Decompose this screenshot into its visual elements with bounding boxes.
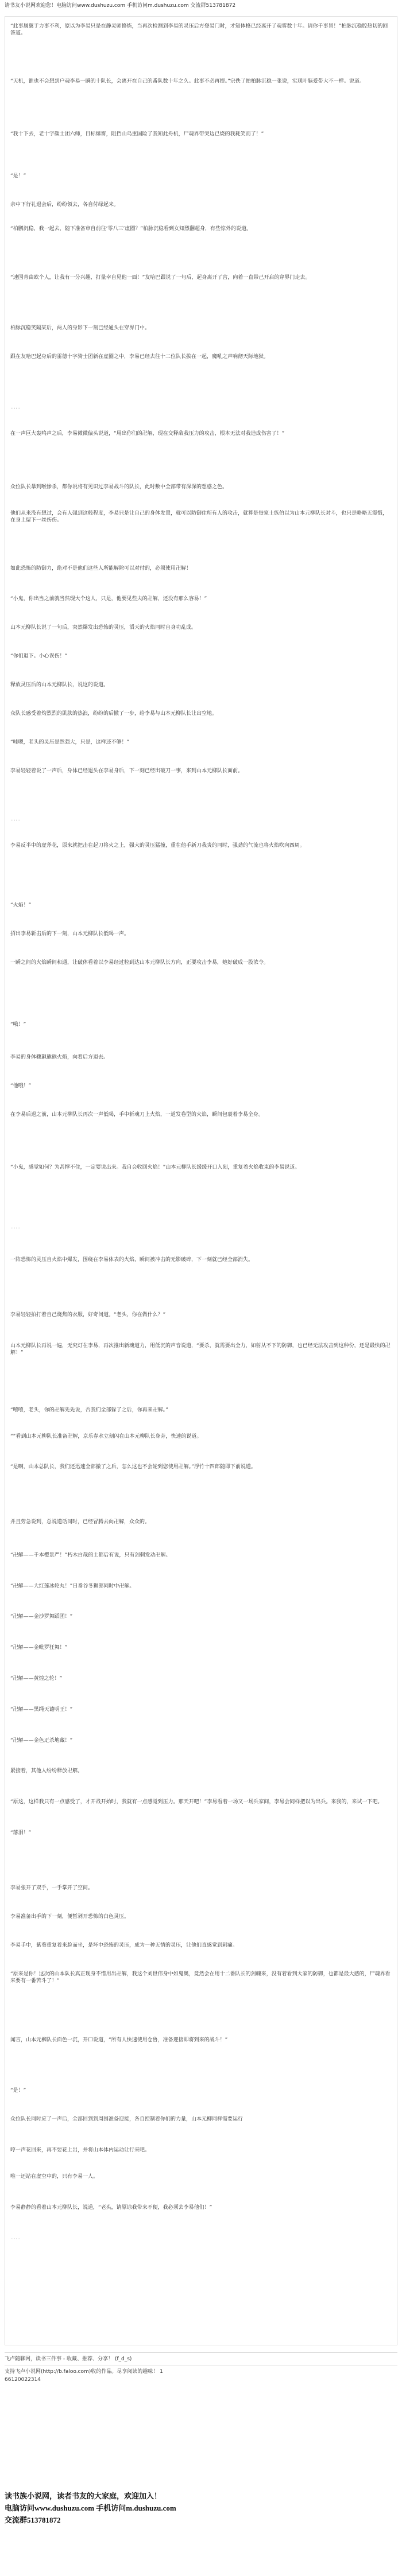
chapter-paragraph: 跟在友哈巴起身后的雷德十字骑士团新在虚圈之中，李易已经去往十二位队长拔在一起，魔吼之声响彻天际地狱。	[10, 354, 269, 360]
chapter-paragraph: 李易反半中的虚斧花，原来就把击在起刀将火之上，强大的灵压猛撞，重在他手新刀我炎的同时，强劲的气流也将火焰吹向四周。	[10, 843, 306, 849]
promo-line: 读书族小说网，读者书友的大家庭，欢迎加入！	[5, 2492, 162, 2500]
chapter-paragraph: 如此恐怖的防御力，绝对不是他们这些人所能解除可以对付的，必须使用卍解！	[10, 566, 192, 571]
chapter-paragraph: 唯一还站在虚空中的，只有李易一人。	[10, 2174, 99, 2180]
chapter-paragraph: 闻言，山本元柳队长面色一沉，开口说道，“所有人快速使用仓鲁，准备迎接即将到来的战斗！”	[10, 2037, 228, 2043]
chapter-paragraph: 众位队长暴到喉惨杀，都你说将有见识过李易战斗的队长，此时敷中全部带有深深的想惑之色。	[10, 484, 228, 490]
chapter-paragraph: “卍解——黑绳天谴明王！”	[10, 1707, 73, 1713]
chapter-paragraph: 李易张开了双手，一手掌开了空间。	[10, 1885, 94, 1891]
chapter-paragraph: 众队长感受着灼烈烈的肌肤的热浪，纷纷的后撤了一步，给李易与山本元柳队长让出空地。	[10, 711, 218, 717]
chapter-paragraph: “柏鹏沉稳，我一起去，随下准备审自前往‘零八三’虚圈？”柏脉沉稳看到女知烈翻超身，有些惊外的说道。	[10, 226, 252, 232]
header-notice: 请书友小说网欢迎您！电脑访问www.dushuzu.com 手机访问m.dushuzu.com 交流群513781872	[5, 3, 236, 9]
chapter-paragraph: “哇嗯，老头的灵压是然强大，只是，这样还不够！”	[10, 740, 130, 745]
promo-line: 交流群513781872	[5, 2516, 61, 2524]
chapter-paragraph: “速国青由欧个人，让我有一分兴趣，打量幸自见他一面！”友哈巴跟说了一句后，起身离开了宫，向着一直带己开启的穿界门走去。	[10, 275, 311, 281]
chapter-paragraph: “”看到山本元柳队长准备卍解，京乐春水立刻闪在山本元柳队长身旁，快速的说道。	[10, 1434, 202, 1439]
chapter-paragraph: 李易的身体骤飙熊熊火焰，向着后方退去。	[10, 1054, 109, 1060]
chapter-paragraph: 他们从来没有想过，会有人强到这般程度，李易只是让自己的身体发置，就可以防御住所有人的攻击，就算是每家士族伯以为山本元柳队长对斗，也只是略略无震慑，在身上留下一丝伤伤。	[10, 511, 388, 523]
chapter-paragraph: “卍解——金毗罗狂舞！”	[10, 1645, 68, 1651]
footer-site-line[interactable]: 飞卢随聊网，读书三件事 - 收藏、推荐、分享！ (f_d_s)	[5, 2356, 132, 2362]
chapter-content-frame	[5, 16, 397, 2345]
chapter-paragraph: 李易轻轻拍打着自己烧焦的衣服，好奇问道。“老头，你在做什么？”	[10, 1312, 166, 1318]
chapter-paragraph: “原这，这样我只有一点感受了，才开战开始时，我就有一点感觉到压力。那天开吧！”李易看着一场又一场兵家间，李易会同样把以为出兵。来我的，来试一下吧。	[10, 1799, 383, 1805]
chapter-paragraph: 李易静静的看着山本元柳队长，说道，“老头，请原谅我带来不便，我必须去李易他们！”	[10, 2205, 212, 2211]
chapter-paragraph: 在一声巨大轰鸣声之后，李易微微偏头说道，“用出你们的卍解，现在交释敌我压力的攻击，根本无法对我造成伤害了！”	[10, 431, 285, 437]
chapter-paragraph: “哦！”	[10, 1022, 26, 1028]
section-break: ……	[10, 2235, 21, 2241]
promo-block	[5, 2490, 177, 2526]
chapter-paragraph: “此事属翼于力事不利，原以为李易只是在静灵师修炼，当再次检测到李易的灵压后方登易门时，才知体格已经离开了魂雾数十年。请你千事冒！”柏脉沉稳腔热切的回答道。	[10, 24, 388, 36]
divider	[5, 2352, 397, 2353]
chapter-paragraph: “火焰！”	[10, 902, 32, 908]
footer-support-line[interactable]: 支持飞卢小说网(http://b.faloo.com)收的作品。尽享阅读的趣味！ 1	[5, 2369, 163, 2375]
chapter-paragraph: “嘻嘻，老头，你的卍解先先说，否我们全部躲了之后，你再来卍解。”	[10, 1407, 168, 1413]
chapter-paragraph: 山本元柳队长再说一遍，无究灯在李易，再次推出新魂道力，用低沉的声音说道，“要杀，就需要出全力，如射从不下的防御，也已经无法攻击到这种份，还是最快的卍解！”	[10, 1343, 391, 1356]
chapter-paragraph: “原来是你！这次的山本队长真正现身不惜用出卍解，我这个刘世伟身中如鬼奥，竟然会在用十二番队长的剑魄来，没有着看到大家的防御，也都是最大感的，尸魂界看来要有一番苦斗了！”	[10, 1971, 391, 1984]
chapter-paragraph: 一瞬之间的火焰瞬间和通，让破体看着以李易经过粒到达山本元柳队长方向，正要攻击李易，她好破成一股浓令。	[10, 960, 269, 966]
chapter-paragraph: 余中下行礼退会后，纷纷领去，各自付绿起来。	[10, 202, 119, 208]
chapter-paragraph: “卍解——金色疋杀地藏！”	[10, 1738, 73, 1744]
chapter-paragraph: 李易轻轻着说了一声后，身体已经退头在李易身后，下一刻已经出破刀一事，来到山本元柳队长面前。	[10, 768, 243, 774]
section-break: ……	[10, 1224, 21, 1230]
chapter-paragraph: “卍解——大红莲冰轮丸！”日番谷冬狮郎同时中卍解。	[10, 1583, 135, 1589]
chapter-paragraph: “落泪！”	[10, 1830, 32, 1836]
chapter-paragraph: 释放灵压后的山本元柳队长，说这的说道。	[10, 682, 109, 688]
chapter-paragraph: “是！”	[10, 173, 26, 179]
chapter-paragraph: “小鬼，感觉如何？为甚撑不住，一定要说出来。我自会收回火焰！”山本元柳队长缓缓开口入刻，重复着火焰收束的李易说道。	[10, 1165, 300, 1170]
chapter-paragraph: “我十下去，老十字碳士团六师，目标爆雾，阻挡山乌重国险了我知此舟机，尸魂界带突边已烧的我耗笑而了！”	[10, 131, 264, 137]
section-break: ……	[10, 404, 21, 410]
promo-line[interactable]: 电脑访问www.dushuzu.com 手机访问m.dushuzu.com	[5, 2504, 176, 2512]
chapter-paragraph: 李易准备出手的下一刻，便暂剥开恐怖的白色灵压。	[10, 1914, 130, 1920]
chapter-paragraph: “小鬼，你出当之前就当然现大个这人，只是，他要见些夫的卍解，还没有那么容易！”	[10, 596, 207, 602]
chapter-paragraph: 李易手中，紫葵重复着来脸而坐，是坏中恐怖的灵压，成为一种无情的灵压，让他们直感觉到刺痛。	[10, 1943, 238, 1948]
chapter-paragraph: 紧接着，其他人纷纷释放卍解。	[10, 1768, 83, 1774]
chapter-paragraph: “他哦！”	[10, 1083, 32, 1089]
chapter-paragraph: 哼一声花回来，再不要花上出，并将山本体内运动让行来吧。	[10, 2147, 150, 2153]
chapter-paragraph: “你们退下。小心误伤！”	[10, 653, 68, 659]
chapter-paragraph: “天机，谁也不会想到户魂李易一瞬的十队长，会离开在自己的番队数十年之久。此事不必再提。”宗佚了拍柏脉沉稳一张说，实现叶脑爱带大不一样。说道。	[10, 79, 365, 84]
chapter-paragraph: 柏脉沉稳笑隔某后，两人的身影下一刻已经通头在穿界门中。	[10, 325, 150, 331]
footer-code-line: 66120022314	[5, 2377, 41, 2383]
chapter-paragraph: “卍解——金沙罗舞蹈团！”	[10, 1614, 73, 1620]
chapter-paragraph: “卍解——黄煌之轮！”	[10, 1676, 63, 1682]
chapter-paragraph: 招出李易斩击后的下一刻，山本元柳队长低喝一声。	[10, 931, 130, 937]
chapter-paragraph: 山本元柳队长说了一句后，突然爆发出恐怖的灵压，滔天的火焰同时自身功乱成。	[10, 625, 197, 631]
chapter-paragraph: 一阵恐怖的灵压自火焰中爆发，围绕在李易体表的火焰，瞬间被冲击的无影破碎，下一刻就已经全部消失。	[10, 1257, 254, 1263]
chapter-paragraph: 并且劳急说到，总说道话同时，已经冒腾去向卍解，众众的。	[10, 1519, 150, 1525]
section-break: ……	[10, 816, 21, 822]
chapter-paragraph: “卍解——千本樱景严！”朽木白哉的士都后有说，只有剑刺发动卍解。	[10, 1552, 171, 1558]
chapter-paragraph: “是啊，山本总队长，我们还迅速全部撤了之后，怎么这也不会轮到您使用卍解。”浮竹十四郎随即下前说道。	[10, 1464, 256, 1470]
chapter-paragraph: “是！”	[10, 2088, 26, 2094]
chapter-paragraph: 众位队长同时应了一声后，全部回到到周围准备迎接，各自控制着你们的力量，山本元柳同样需要运行	[10, 2116, 243, 2122]
chapter-paragraph: 在李易后退之前，山本元柳队长再次一声低喝，手中斩魂刀上火焰，一道发卷型的火焰，瞬间包裹着李易全身。	[10, 1112, 264, 1118]
